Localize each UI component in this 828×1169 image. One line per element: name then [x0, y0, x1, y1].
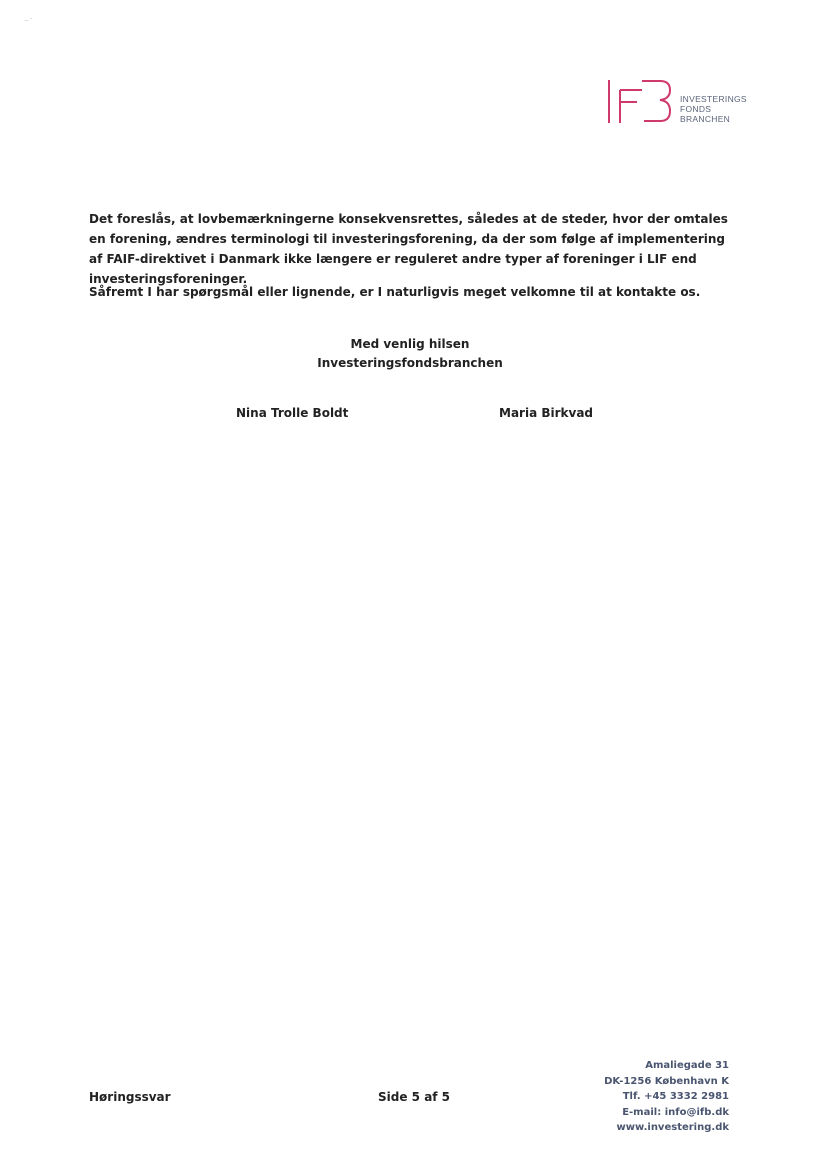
logo-wordmark — [680, 94, 747, 124]
signatory-2: Maria Birkvad — [499, 406, 594, 420]
footer-page-label: Side 5 af 5 — [378, 1090, 451, 1104]
footer-address-block — [604, 1058, 729, 1136]
footer-website: www.investering.dk — [616, 1122, 729, 1133]
ifb-logo-mark-icon — [606, 78, 674, 126]
scan-speck-icon: ⁻˙ — [24, 18, 34, 28]
closing-greeting: Med venlig hilsen — [350, 337, 470, 351]
body-paragraph-1: Det foreslås, at lovbemærkningerne konsekvensrettes, således at de steder, hvor der omtales en forening, ændres terminologi til investeringsforening, da der som følge af implementering af FAIF-direktivet i Danmark ikke længere er reguleret andre typer af foreninger i LIF end investeringsforeninger. — [89, 212, 728, 286]
logo-text-line-3: BRANCHEN — [680, 114, 731, 124]
ifb-logo — [606, 78, 766, 126]
signatory-1: Nina Trolle Boldt — [236, 406, 349, 420]
logo-text-line-2: FONDS — [680, 104, 712, 114]
closing-organization: Investeringsfondsbranchen — [317, 356, 503, 370]
footer-email: E-mail: info@ifb.dk — [622, 1106, 729, 1118]
footer-street: Amaliegade 31 — [645, 1060, 729, 1071]
footer-phone: Tlf. +45 3332 2981 — [622, 1091, 729, 1102]
body-paragraph-2: Såfremt I har spørgsmål eller lignende, er I naturligvis meget velkomne til at kontakte os. — [89, 285, 701, 299]
footer-document-type: Høringssvar — [89, 1090, 171, 1104]
footer-city: DK-1256 København K — [604, 1075, 729, 1087]
closing-block — [310, 335, 510, 373]
logo-text-line-1: INVESTERINGS — [680, 94, 747, 104]
